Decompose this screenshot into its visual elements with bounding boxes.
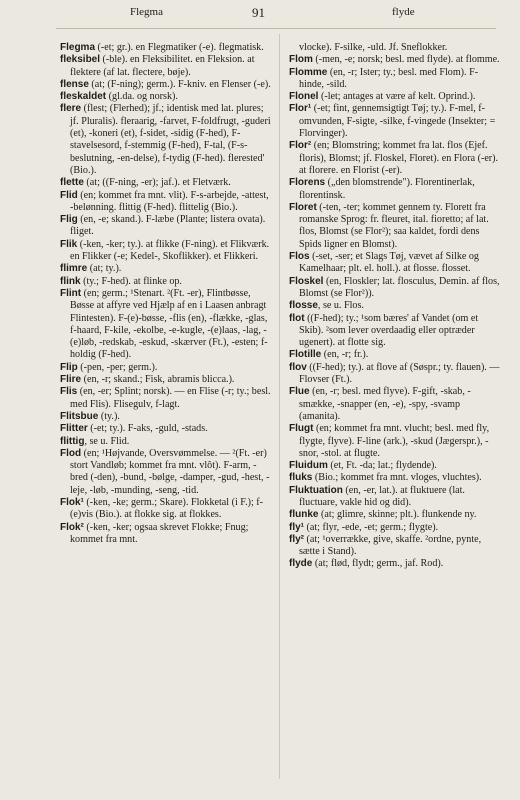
dictionary-entry xyxy=(289,275,501,301)
entry-definition: (en; ¹Højvande, Oversvømmelse. — ²(Ft. -er) stort Vandløb; kommet fra mnt. vlôt). F-arm, -bred (-den), -bund, -bølge, -damper, -gud, -hest, -leje, -løb, -munding, -seng, -tid. xyxy=(70,447,270,496)
entry-definition: (-ken, -ker; ty.). at flikke (F-ning). et Flikværk. en Flikker (-e; Kedel-, Skoflikker). et Flikkeri. xyxy=(70,238,270,263)
dictionary-entry xyxy=(289,558,501,570)
entry-headword: Floret xyxy=(289,201,317,213)
entry-definition: (at; ty.). xyxy=(87,263,122,275)
dictionary-entry xyxy=(289,386,501,423)
dictionary-entry xyxy=(60,447,272,497)
entry-definition: (-et; gr.). en Flegmatiker (-e). flegmatisk. xyxy=(95,42,264,53)
entry-headword: Flonel xyxy=(289,91,319,103)
entry-definition: (-et; fint, gennemsigtigt Tøj; ty.). F-mel, f-omvunden, F-sigte, -silke, f-vingede (Insekter; = Florvinger). xyxy=(299,103,496,140)
dictionary-entry xyxy=(60,189,272,215)
entry-definition: (en, -r; Ister; ty.; besl. med Flom). F-hinde, -sild. xyxy=(299,66,479,90)
entry-definition: (en; germ.; ¹Stenart. ²(Ft. -er), Flintbøsse, Bøsse at affyre ved Hjælp af en i Laasen anbragt Flintesten). F-(e)-bøsse, -flis (en), -flække, -glas, f-haard, F-kile, -ekolbe, -e-kugle, -(e)laas, -lag, -(e)løb, -redskab, -eskud, -skærver (Ft.), -esten; f-holdig (F-hed). xyxy=(70,287,268,361)
column-divider xyxy=(279,34,280,779)
entry-definition: (gl.da. og norsk). xyxy=(106,91,178,103)
entry-headword: Flis xyxy=(60,386,78,398)
entry-headword: Flomme xyxy=(289,66,328,78)
entry-definition: (flest; (Flerhed); jf.; identisk med lat. plures; jf. Pluralis). fleraarig, -farvet, F-foldfrugt, -guderi (et), -koneri (et), f-sidet, -sidig (F-hed), F-stavelsesord, f-stemmig (F-hed), F-tal, (F-s-beslutning, -en-delse), f-tydig (F-hed). flerested' (Bio.). xyxy=(70,103,271,176)
dictionary-entry xyxy=(289,201,501,251)
entry-headword: Fluidum xyxy=(289,460,328,472)
entry-headword: Floskel xyxy=(289,275,324,287)
dictionary-entry xyxy=(289,54,501,66)
entry-headword: Flok¹ xyxy=(60,496,84,508)
entry-definition: (Bio.; kommet fra mnt. vloges, vluchtes). xyxy=(312,472,482,484)
entry-headword: fly¹ xyxy=(289,521,304,533)
entry-headword: flittig xyxy=(60,435,85,447)
entry-headword: flunke xyxy=(289,509,319,521)
dictionary-entry xyxy=(60,78,272,91)
dictionary-entry xyxy=(289,66,501,92)
entry-definition: , se u. Flid. xyxy=(84,435,130,447)
entry-definition: (en, Floskler; lat. flosculus, Demin. af flos, Blomst (se Flor²)). xyxy=(299,275,500,299)
running-header xyxy=(0,6,520,24)
right-column xyxy=(289,42,501,571)
entry-definition: (en, -r; skand.; Fisk, abramis blicca.). xyxy=(81,374,235,386)
dictionary-entry xyxy=(289,300,501,312)
entry-definition: (at; ((F-ning, -er); jaf.). et Fletværk. xyxy=(83,177,231,189)
dictionary-entry xyxy=(60,423,272,435)
entry-headword: flimre xyxy=(60,263,88,275)
entry-definition: ((F-hed); ty.; ¹som bæres' af Vandet (om et Skib). ²som lever overdaadig eller optræder ugenert). at flotte sig. xyxy=(299,312,479,349)
entry-headword: Flom xyxy=(289,54,313,66)
dictionary-entry xyxy=(289,484,501,510)
entry-headword: fleskaldet xyxy=(60,91,107,103)
entry-headword: Fluktuation xyxy=(289,484,343,496)
entry-headword: Flegma xyxy=(60,42,96,53)
entry-headword: flere xyxy=(60,103,82,115)
entry-headword: Flig xyxy=(60,214,78,226)
entry-headword: flosse xyxy=(289,300,318,312)
entry-headword: Flint xyxy=(60,287,82,299)
dictionary-entry xyxy=(289,533,501,559)
entry-definition: (-set, -ser; et Slags Tøj, vævet af Silke og Kamelhaar; plt. el. holl.). at flosse. flosset. xyxy=(299,251,479,275)
entry-headword: fleksibel xyxy=(60,54,101,66)
dictionary-entry xyxy=(289,251,501,276)
dictionary-entry xyxy=(289,103,501,140)
dictionary-entry xyxy=(289,177,501,202)
dictionary-entry xyxy=(60,238,272,264)
dictionary-entry xyxy=(60,103,272,177)
dictionary-entry xyxy=(60,435,272,448)
dictionary-entry xyxy=(60,521,272,547)
dictionary-entry xyxy=(60,214,272,239)
entry-definition: (en; Blomstring; kommet fra lat. flos (Ejef. floris), Blomst; jf. Floskel, Floret). en Flora (-er). at florere. en Florist (-er). xyxy=(299,140,499,176)
entry-definition: (-ken, -ker; ogsaa skrevet Flokke; Fnug; kommet fra mnt. xyxy=(70,521,249,545)
entry-definition: (at; flyr, -ede, -et; germ.; flygte). xyxy=(304,521,439,533)
entry-definition: (-ken, -ke; germ.; Skare). Flokketal (i F.); f-(e)vis (Bio.). at flokke sig. at flokkes. xyxy=(70,496,264,521)
entry-headword: Flok² xyxy=(60,521,84,533)
entry-headword: flyde xyxy=(289,558,313,570)
entry-definition: (et, Ft. -da; lat.; flydende). xyxy=(327,460,437,472)
entry-definition: (at; (F-ning); germ.). F-kniv. en Flenser (-e). xyxy=(88,78,271,90)
entry-definition: (-ble). en Fleksibilitet. en Fleksion. at flektere (af lat. flectere, bøje). xyxy=(70,54,255,78)
entry-definition: (en, -r; fr.). xyxy=(321,349,369,361)
entry-headword: flette xyxy=(60,177,84,189)
dictionary-entry xyxy=(289,91,501,103)
entry-definition: (-pen, -per; germ.). xyxy=(77,361,158,373)
entry-headword: Flitter xyxy=(60,423,88,435)
dictionary-entry xyxy=(289,312,501,350)
entry-headword: flov xyxy=(289,361,307,373)
entry-definition: (ty.; F-hed). at flinke op. xyxy=(80,275,182,287)
entry-headword: flense xyxy=(60,78,89,90)
entry-headword: Flue xyxy=(289,386,310,398)
dictionary-entry xyxy=(60,374,272,386)
dictionary-entry xyxy=(60,287,272,362)
entry-definition: (en, -r; besl. med flyve). F-gift, -skab, -smække, -snapper (en, -e), -spy, -svamp (amanita). xyxy=(299,386,471,422)
entry-headword: Flor² xyxy=(289,140,312,152)
dictionary-entry xyxy=(289,140,501,177)
entry-definition: ((F-hed); ty.). at flove af (Søspr.; ty. flauen). — Flovser (Ft.). xyxy=(299,361,500,386)
entry-definition: (at; flød, flydt; germ., jaf. Rod). xyxy=(312,558,444,570)
dictionary-entry xyxy=(60,54,272,79)
entry-headword: Flor¹ xyxy=(289,103,312,115)
entry-definition: (-men, -e; norsk; besl. med flyde). at flomme. xyxy=(312,54,500,66)
header-rule xyxy=(56,28,496,29)
entry-headword: Flod xyxy=(60,447,82,459)
entry-definition: (at; glimre, skinne; plt.). flunkende ny. xyxy=(318,509,477,521)
page-number: 91 xyxy=(252,5,265,20)
entry-definition: vlocke). F-silke, -uld. Jf. Sneflokker. xyxy=(299,42,448,53)
entry-headword: Flos xyxy=(289,251,310,263)
entry-definition: (en, -e; skand.). F-læbe (Plante; listera ovata). fliget. xyxy=(70,214,266,238)
dictionary-entry xyxy=(60,91,272,103)
entry-headword: Flik xyxy=(60,238,78,250)
dictionary-entry xyxy=(289,521,501,534)
entry-headword: Flip xyxy=(60,361,78,373)
left-column xyxy=(60,42,272,546)
entry-headword: Flid xyxy=(60,189,78,201)
entry-headword: Flitsbue xyxy=(60,410,99,422)
right-guide-word: flyde xyxy=(392,6,415,18)
entry-definition: (en, -er; Splint; norsk). — en Flise (-r; ty.; besl. med Flis). Flisegulv, f-lagt. xyxy=(70,386,271,410)
dictionary-entry xyxy=(60,361,272,374)
dictionary-entry xyxy=(289,509,501,521)
dictionary-entry xyxy=(299,42,501,54)
entry-definition: (en, -er, lat.). at fluktuere (lat. fluctuare, vakle hid og did). xyxy=(299,484,465,508)
dictionary-entry xyxy=(289,361,501,387)
entry-headword: fluks xyxy=(289,472,313,484)
entry-definition: („den blomstrende"). Florentinerlak, florentinsk. xyxy=(299,177,475,201)
dictionary-entry xyxy=(289,460,501,472)
entry-headword: Florens xyxy=(289,177,326,189)
dictionary-entry xyxy=(60,263,272,275)
entry-definition: , se u. Flos. xyxy=(317,300,364,312)
dictionary-entry xyxy=(60,275,272,288)
entry-definition: (at; ¹overrække, give, skaffe. ²ordne, pynte, sætte i Stand). xyxy=(299,533,482,558)
dictionary-entry xyxy=(60,386,272,411)
dictionary-entry xyxy=(60,496,272,522)
entry-headword: Flugt xyxy=(289,423,314,435)
entry-definition: (ty.). xyxy=(98,410,120,422)
entry-definition: (en; kommet fra mnt. vlit). F-s-arbejde, -attest, -belønning. flittig (F-hed). flittelig (Bio.). xyxy=(70,189,269,213)
entry-headword: fly² xyxy=(289,533,304,545)
entry-definition: (en; kommet fra mnt. vlucht; besl. med fly, flygte, flyve). F-line (ark.), -skud (Jægerspr.), -snor, -stol. at flugte. xyxy=(299,423,490,459)
dictionary-entry xyxy=(289,472,501,484)
dictionary-entry xyxy=(60,177,272,189)
entry-definition: (-et; ty.). F-aks, -guld, -stads. xyxy=(87,423,208,435)
entry-headword: flot xyxy=(289,312,305,324)
entry-headword: Flire xyxy=(60,374,82,386)
entry-definition: (-let; antages at være af kelt. Oprind.). xyxy=(318,91,476,103)
left-guide-word: Flegma xyxy=(130,6,163,18)
entry-headword: Flotille xyxy=(289,349,322,361)
dictionary-entry xyxy=(289,349,501,361)
dictionary-entry xyxy=(60,410,272,423)
entry-definition: (-ten, -ter; kommet gennem ty. Florett fra romanske Sprog: fr. fleuret, ital. fioretto; af lat. flos, Blomst (se Flor²); saa kaldet, fordi dens Spids ligner en Blomst). xyxy=(299,201,489,250)
dictionary-entry xyxy=(60,42,272,54)
entry-headword: flink xyxy=(60,275,81,287)
dictionary-entry xyxy=(289,423,501,460)
